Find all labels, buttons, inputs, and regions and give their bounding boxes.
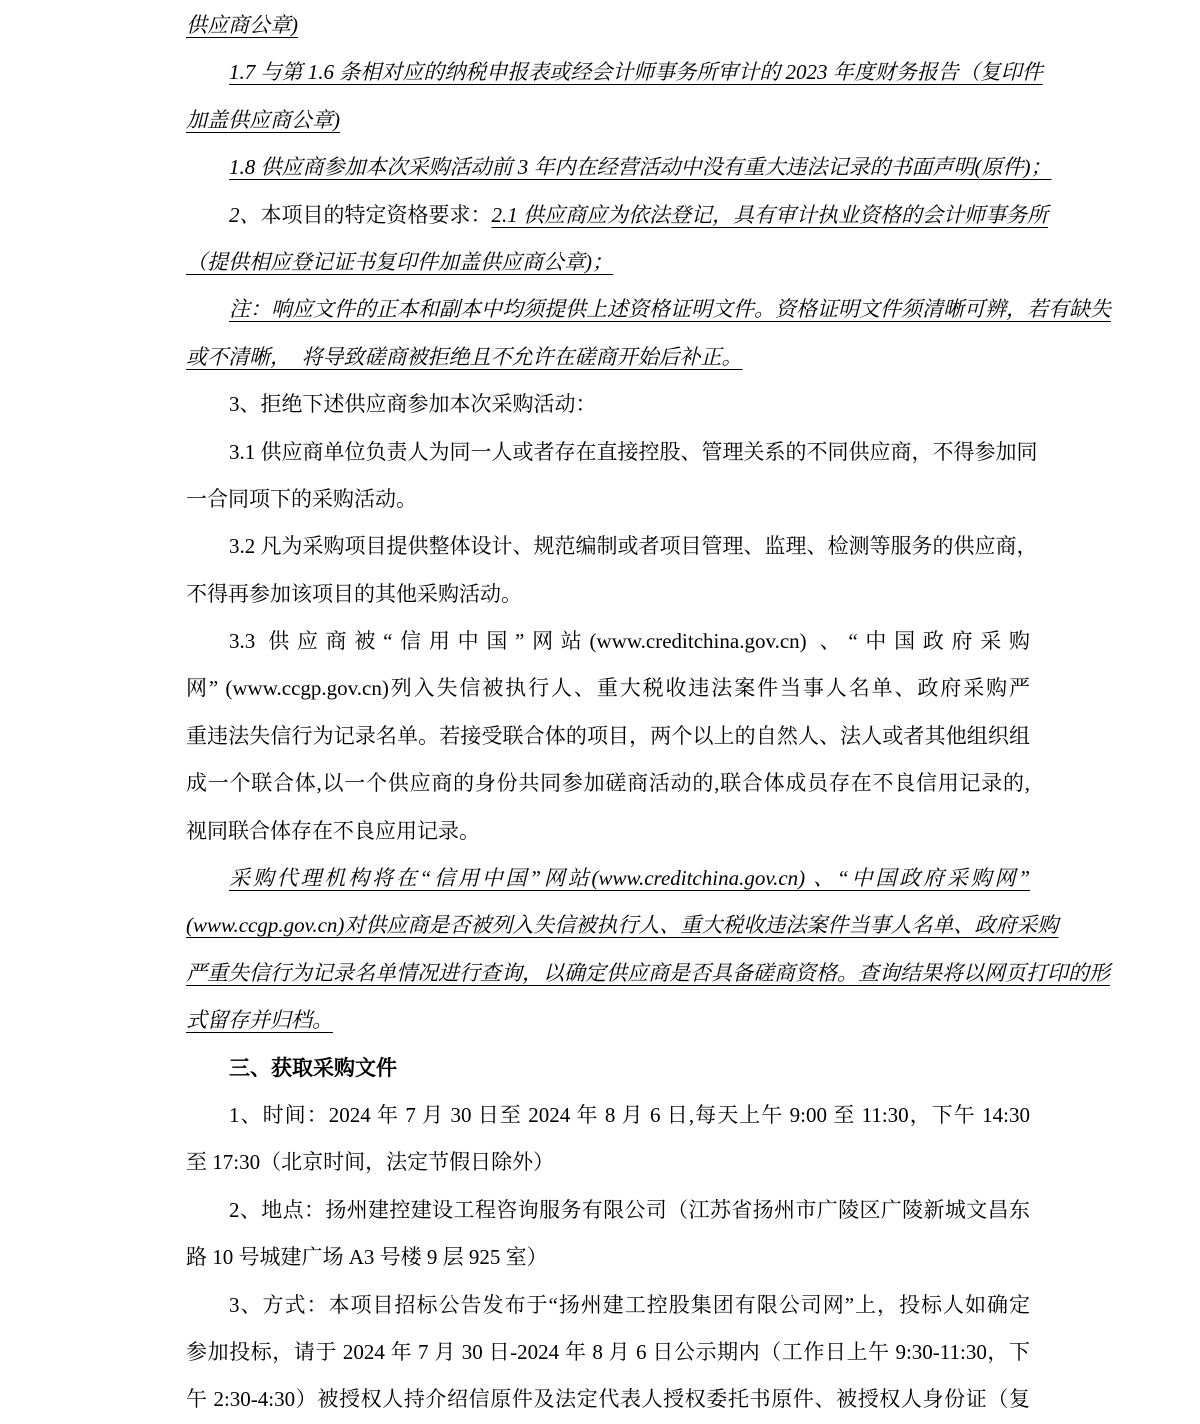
text-segment: 午 2:30-4:30）被授权人持介绍信原件及法定代表人授权委托书原件、被授权人身份证（复 <box>186 1387 1030 1412</box>
doc-line <box>186 239 1030 286</box>
text-segment: 本项目的特定资格要求： <box>260 202 492 227</box>
doc-line <box>186 2 1030 49</box>
doc-line <box>186 476 1030 523</box>
text-segment: 采购代理机构将在“信用中国”网站(www.creditchina.gov.cn) 、“中国政府采购网” <box>229 866 1030 891</box>
text-segment: 成一个联合体,以一个供应商的身份共同参加磋商活动的,联合体成员存在不良信用记录的, <box>186 771 1030 796</box>
doc-line <box>186 1139 1030 1186</box>
text-segment: 一合同项下的采购活动。 <box>186 486 417 511</box>
doc-line <box>186 1234 1030 1281</box>
text-segment: 2.1 供应商应为依法登记，具有审计执业资格的会计师事务所 <box>491 202 1048 227</box>
doc-line <box>186 1329 1030 1376</box>
doc-line <box>186 1092 1030 1139</box>
text-segment: 参加投标，请于 2024 年 7 月 30 日-2024 年 8 月 6 日公示期内（工作日上午 9:30-11:30，下 <box>186 1339 1030 1364</box>
text-segment: 3、方式：本项目招标公告发布于“扬州建工控股集团有限公司网”上，投标人如确定 <box>229 1292 1030 1317</box>
doc-line <box>186 997 1030 1044</box>
text-segment: 3.3 供应商被“信用中国”网站(www.creditchina.gov.cn) 、“中国政府采购 <box>229 629 1030 654</box>
text-segment: 严重失信行为记录名单情况进行查询，以确定供应商是否具备磋商资格。查询结果将以网页打印的形 <box>186 960 1110 985</box>
text-segment: 1.8 供应商参加本次采购活动前 3 年内在经营活动中没有重大违法记录的书面声明(原件)； <box>229 155 1052 180</box>
text-segment: (www.ccgp.gov.cn)对供应商是否被列入失信被执行人、重大税收违法案件当事人名单、政府采购 <box>186 913 1059 938</box>
text-segment: 3、拒绝下述供应商参加本次采购活动： <box>229 392 597 417</box>
doc-line <box>186 429 1038 476</box>
doc-line <box>186 1282 1030 1329</box>
text-segment: 或不清晰， 将导致磋商被拒绝且不允许在磋商开始后补正。 <box>186 344 743 369</box>
doc-line <box>186 665 1030 712</box>
text-segment: 3.1 供应商单位负责人为同一人或者存在直接控股、管理关系的不同供应商，不得参加同 <box>229 439 1038 464</box>
doc-line <box>186 334 1030 381</box>
text-segment: 重违法失信行为记录名单。若接受联合体的项目，两个以上的自然人、法人或者其他组织组 <box>186 723 1030 748</box>
doc-line <box>186 571 1030 618</box>
text-segment: 三、获取采购文件 <box>229 1055 397 1080</box>
doc-line <box>186 902 1059 949</box>
text-segment: 网” (www.ccgp.gov.cn)列入失信被执行人、重大税收违法案件当事人名单、政府采购严 <box>186 676 1030 701</box>
text-segment: 式留存并归档。 <box>186 1008 333 1033</box>
text-segment: 视同联合体存在不良应用记录。 <box>186 818 480 843</box>
doc-line <box>186 523 1038 570</box>
text-segment: 路 10 号城建广场 A3 号楼 9 层 925 室） <box>186 1245 548 1270</box>
doc-line <box>186 808 1030 855</box>
text-segment: 2、地点：扬州建控建设工程咨询服务有限公司（江苏省扬州市广陵区广陵新城文昌东 <box>229 1197 1030 1222</box>
text-segment: 不得再参加该项目的其他采购活动。 <box>186 581 522 606</box>
text-segment: 1.7 与第 1.6 条相对应的纳税申报表或经会计师事务所审计的 2023 年度财务报告（复印件 <box>229 60 1043 85</box>
text-segment: 1、时间：2024 年 7 月 30 日至 2024 年 8 月 6 日,每天上午 9:00 至 11:30，下午 14:30 <box>229 1102 1030 1127</box>
doc-line <box>186 97 1030 144</box>
doc-line <box>186 760 1030 807</box>
doc-line <box>186 950 1110 997</box>
text-segment: 至 17:30（北京时间，法定节假日除外） <box>186 1150 555 1175</box>
text-segment: 注：响应文件的正本和副本中均须提供上述资格证明文件。资格证明文件须清晰可辨，若有缺失 <box>229 297 1111 322</box>
text-segment: 供应商公章) <box>186 13 298 37</box>
doc-line <box>186 49 1043 96</box>
doc-line <box>186 855 1030 902</box>
doc-line <box>186 1376 1030 1423</box>
document-body <box>186 2 1111 1424</box>
doc-line <box>186 192 1048 239</box>
doc-line <box>186 618 1030 665</box>
doc-line <box>186 1187 1030 1234</box>
text-segment: 加盖供应商公章) <box>186 107 340 132</box>
doc-line <box>186 286 1111 333</box>
doc-line <box>186 144 1052 191</box>
doc-line <box>186 713 1030 760</box>
text-segment: （提供相应登记证书复印件加盖供应商公章)； <box>186 249 613 274</box>
doc-line <box>186 1045 1030 1092</box>
doc-line <box>186 381 1030 428</box>
text-segment: 2、 <box>229 202 261 227</box>
text-segment: 3.2 凡为采购项目提供整体设计、规范编制或者项目管理、监理、检测等服务的供应商， <box>229 534 1038 559</box>
